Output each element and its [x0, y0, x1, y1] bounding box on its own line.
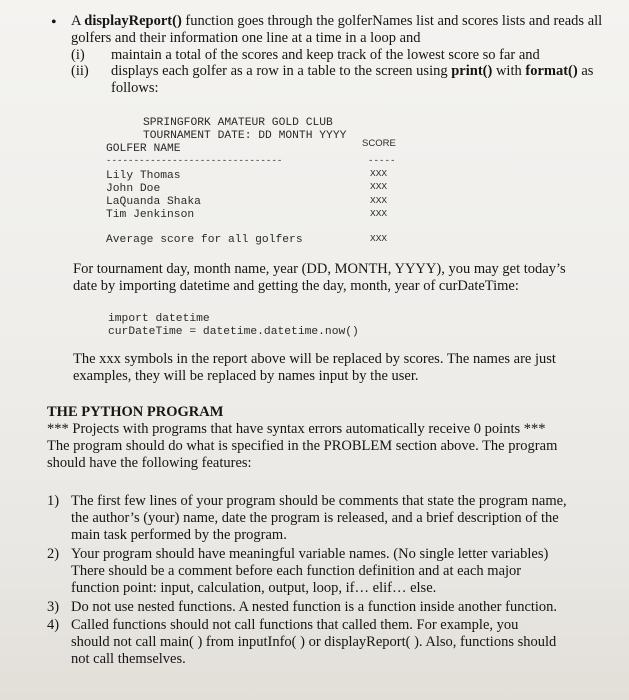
golfer-score: XXX	[370, 168, 388, 179]
feature-line: The first few lines of your program should be comments that state the program name,	[71, 493, 567, 509]
golfer-score: XXX	[370, 208, 388, 219]
feature-line: Do not use nested functions. A nested function is a function inside another function.	[71, 599, 558, 615]
golfer-name: Tim Jenkinson	[106, 209, 195, 221]
feature-line: not call themselves.	[71, 651, 186, 667]
date-note-line-2: date by importing datetime and getting the day, month, year of curDateTime:	[73, 278, 519, 294]
feature-line: function point: input, calculation, output, loop, if… elif… else.	[71, 580, 437, 596]
report-date-line: TOURNAMENT DATE: DD MONTH YYYY	[143, 130, 347, 142]
xxx-note-line-1: The xxx symbols in the report above will be replaced by scores. The names are just	[73, 351, 556, 367]
golfer-score: XXX	[370, 181, 388, 192]
program-intro-line-1: The program should do what is specified in the PROBLEM section above. The program	[47, 438, 558, 454]
intro-line-1: A displayReport() function goes through the golferNames list and scores lists and reads all	[71, 13, 603, 29]
report-rule-score: -----	[368, 155, 396, 166]
feature-number: 4)	[47, 617, 60, 633]
report-col-name: GOLFER NAME	[106, 143, 181, 155]
feature-line: Your program should have meaningful variable names. (No single letter variables)	[71, 546, 549, 562]
section-heading: THE PYTHON PROGRAM	[47, 404, 224, 420]
feature-line: should not call main( ) from inputInfo( ) or displayReport( ). Also, functions should	[71, 634, 557, 650]
syntax-warning: *** Projects with programs that have syntax errors automatically receive 0 points ***	[47, 421, 546, 437]
program-intro-line-2: should have the following features:	[47, 455, 252, 471]
report-club-name: SPRINGFORK AMATEUR GOLD CLUB	[143, 117, 333, 129]
code-line-2: curDateTime = datetime.datetime.now()	[108, 326, 359, 338]
item-ii-number: (ii)	[71, 63, 89, 79]
item-i-number: (i)	[71, 47, 85, 63]
follows-text: follows:	[111, 80, 159, 96]
feature-number: 3)	[47, 599, 60, 615]
golfer-score: XXX	[370, 195, 388, 206]
golfer-name: Lily Thomas	[106, 170, 181, 182]
feature-number: 2)	[47, 546, 60, 562]
feature-line: Called functions should not call functions that called them. For example, you	[71, 617, 519, 633]
xxx-note-line-2: examples, they will be replaced by names input by the user.	[73, 368, 419, 384]
item-ii-text: displays each golfer as a row in a table to the screen using print() with format() as	[111, 63, 594, 79]
item-i-text: maintain a total of the scores and keep track of the lowest score so far and	[111, 47, 540, 63]
feature-line: There should be a comment before each function definition and at each major	[71, 563, 522, 579]
report-average-value: XXX	[370, 233, 388, 244]
feature-line: the author’s (your) name, date the program is released, and a brief description of the	[71, 510, 559, 526]
golfer-name: John Doe	[106, 183, 161, 195]
bullet-marker: •	[51, 14, 57, 31]
feature-number: 1)	[47, 493, 60, 509]
report-average-label: Average score for all golfers	[106, 234, 303, 246]
date-note-line-1: For tournament day, month name, year (DD, MONTH, YYYY), you may get today’s	[73, 261, 566, 277]
report-rule-name: --------------------------------	[106, 155, 283, 166]
golfer-name: LaQuanda Shaka	[106, 196, 201, 208]
code-line-1: import datetime	[108, 313, 210, 325]
report-col-score: SCORE	[362, 138, 396, 149]
function-name: displayReport()	[84, 13, 182, 29]
feature-line: main task performed by the program.	[71, 527, 287, 543]
intro-line-2: golfers and their information one line at a time in a loop and	[71, 30, 421, 46]
